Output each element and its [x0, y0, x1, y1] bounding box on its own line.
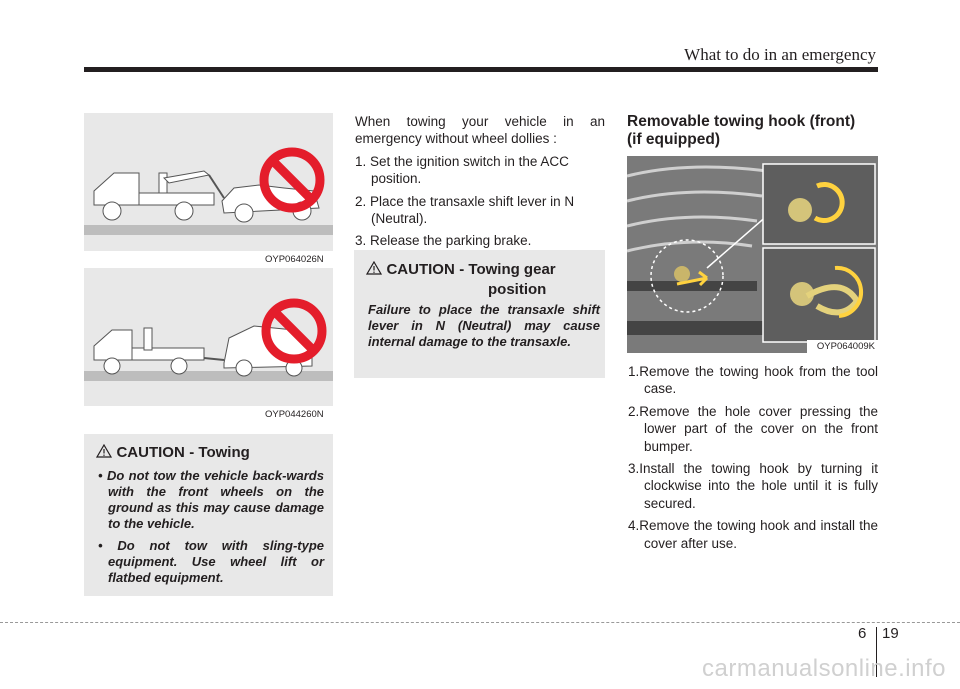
- page-number: 19: [882, 625, 899, 642]
- tow-truck-hook-illustration: [84, 113, 333, 251]
- header-rule: [84, 67, 878, 72]
- figure-towing-hook-front: [627, 156, 878, 353]
- watermark-text: carmanualsonline.info: [702, 655, 946, 682]
- instruction-step: 3.Install the towing hook by turning it clockwise into the hole until it is fully secured.: [628, 461, 878, 511]
- caution-subtitle: - Towing gear: [459, 261, 556, 278]
- caution-title: CAUTION: [116, 444, 185, 461]
- instruction-step: 1. Set the ignition switch in the ACC position.: [355, 153, 569, 187]
- towing-hook-photo-illustration: [627, 156, 878, 353]
- intro-paragraph: When towing your vehicle in an emergency without wheel dollies :: [355, 114, 605, 147]
- footer-rule: [0, 622, 960, 623]
- caution-box-gear-position: [354, 250, 605, 378]
- warning-triangle-icon: [366, 261, 382, 275]
- figure-caption: OYP064026N: [265, 254, 324, 265]
- instruction-step: 2.Remove the hole cover pressing the lower part of the cover on the front bumper.: [628, 403, 878, 454]
- warning-triangle-icon: [96, 444, 112, 458]
- section-heading-line: Removable towing hook (front): [627, 113, 856, 130]
- figure-sling-tow-prohibited: [84, 268, 333, 406]
- caution-body-text: Failure to place the transaxle shift lever in N (Neutral) may cause internal damage to the transaxle.: [368, 302, 600, 349]
- instruction-step: 1.Remove the towing hook from the tool case.: [628, 364, 878, 397]
- caution-subtitle: - Towing: [189, 444, 250, 461]
- caution-list-item: • Do not tow with sling-type equipment. Use wheel lift or flatbed equipment.: [98, 538, 324, 585]
- instruction-step: 4.Remove the towing hook and install the cover after use.: [628, 518, 878, 551]
- section-heading: [627, 113, 879, 149]
- section-heading-line: (if equipped): [627, 131, 720, 148]
- figure-caption: OYP044260N: [265, 409, 324, 420]
- figure-tow-hook-prohibited: [84, 113, 333, 251]
- right-column-steps: [628, 363, 878, 557]
- middle-column: [355, 113, 605, 255]
- caution-box-towing: [84, 434, 333, 596]
- instruction-step: 3. Release the parking brake.: [355, 233, 532, 249]
- instruction-step: 2. Place the transaxle shift lever in N (Neutral).: [355, 193, 575, 227]
- caution-subtitle-line2: position: [488, 281, 547, 298]
- page-header-title: What to do in an emergency: [684, 45, 876, 64]
- figure-caption: OYP064009K: [816, 341, 875, 352]
- chapter-number: 6: [858, 625, 867, 642]
- caution-list-item: • Do not tow the vehicle back-wards with the front wheels on the ground as this may cause damage to the vehicle.: [98, 468, 324, 531]
- caution-title: CAUTION: [386, 261, 455, 278]
- flatbed-sling-illustration: [84, 268, 333, 406]
